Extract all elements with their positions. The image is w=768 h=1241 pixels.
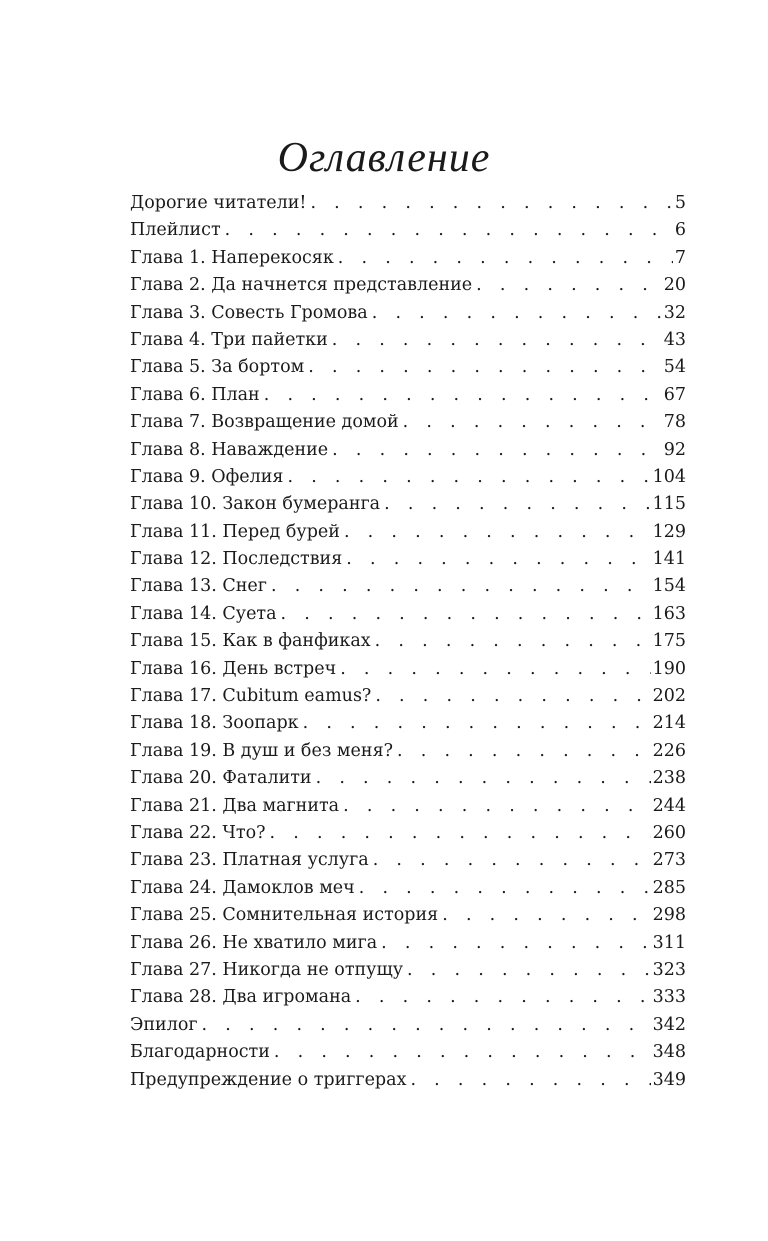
toc-entry-label: Глава 6. План xyxy=(130,384,260,405)
toc-entry xyxy=(130,464,686,491)
dot-leader xyxy=(303,710,651,737)
toc-entry-label: Глава 3. Совесть Громова xyxy=(130,302,368,323)
toc-entry-label: Глава 24. Дамоклов меч xyxy=(130,877,355,898)
dot-leader xyxy=(281,601,651,628)
toc-entry xyxy=(130,272,686,299)
toc-entry-label: Предупреждение о триггерах xyxy=(130,1069,407,1090)
dot-leader xyxy=(332,437,662,464)
toc-entry-page-number: 190 xyxy=(652,658,686,679)
dot-leader xyxy=(338,245,673,272)
toc-entry-label: Глава 26. Не хватило мига xyxy=(130,932,378,953)
toc-entry-label: Глава 27. Никогда не отпущу xyxy=(130,959,404,980)
dot-leader xyxy=(397,738,651,765)
toc-entry-page-number: 342 xyxy=(652,1014,686,1035)
dot-leader xyxy=(308,354,661,381)
toc-entry-page-number: 323 xyxy=(652,959,686,980)
dot-leader xyxy=(403,409,662,436)
toc-entry-page-number: 311 xyxy=(652,932,686,953)
toc-entry xyxy=(130,217,686,244)
table-of-contents xyxy=(130,190,686,1094)
toc-entry-page-number: 349 xyxy=(652,1069,686,1090)
dot-leader xyxy=(310,190,672,217)
toc-entry-label: Глава 17. Cubitum eamus? xyxy=(130,686,372,707)
toc-entry-label: Глава 5. За бортом xyxy=(130,357,305,378)
dot-leader xyxy=(346,546,650,573)
dot-leader xyxy=(373,847,651,874)
toc-entry-label: Глава 11. Перед бурей xyxy=(130,521,340,542)
dot-leader xyxy=(410,1067,650,1094)
toc-entry-label: Глава 23. Платная услуга xyxy=(130,850,369,871)
toc-entry-label: Глава 22. Что? xyxy=(130,822,266,843)
toc-entry-label: Глава 12. Последствия xyxy=(130,549,343,570)
toc-entry xyxy=(130,519,686,546)
toc-entry-label: Глава 16. День встреч xyxy=(130,658,337,679)
dot-leader xyxy=(287,464,650,491)
toc-entry-page-number: 141 xyxy=(652,549,686,570)
dot-leader xyxy=(407,957,651,984)
dot-leader xyxy=(375,683,650,710)
toc-entry xyxy=(130,683,686,710)
toc-entry-page-number: 333 xyxy=(652,987,686,1008)
dot-leader xyxy=(476,272,662,299)
dot-leader xyxy=(375,628,651,655)
toc-entry xyxy=(130,1067,686,1094)
toc-entry-page-number: 273 xyxy=(652,850,686,871)
toc-entry xyxy=(130,437,686,464)
toc-entry-page-number: 43 xyxy=(663,329,686,350)
toc-entry xyxy=(130,382,686,409)
toc-entry xyxy=(130,1012,686,1039)
toc-entry-label: Глава 21. Два магнита xyxy=(130,795,340,816)
toc-entry xyxy=(130,573,686,600)
dot-leader xyxy=(340,656,650,683)
toc-entry-page-number: 129 xyxy=(652,521,686,542)
toc-entry-page-number: 92 xyxy=(663,439,686,460)
toc-entry-label: Эпилог xyxy=(130,1014,198,1035)
toc-entry-page-number: 54 xyxy=(663,357,686,378)
toc-entry-label: Глава 18. Зоопарк xyxy=(130,713,299,734)
dot-leader xyxy=(384,491,650,518)
toc-entry-label: Глава 10. Закон бумеранга xyxy=(130,494,381,515)
toc-entry xyxy=(130,546,686,573)
toc-entry-label: Глава 25. Сомнительная история xyxy=(130,905,439,926)
dot-leader xyxy=(372,300,662,327)
toc-entry-label: Дорогие читатели! xyxy=(130,193,307,213)
toc-entry xyxy=(130,902,686,929)
toc-entry-page-number: 6 xyxy=(674,220,686,241)
toc-entry xyxy=(130,491,686,518)
toc-entry xyxy=(130,656,686,683)
toc-entry-label: Глава 4. Три пайетки xyxy=(130,329,328,350)
dot-leader xyxy=(355,984,650,1011)
toc-entry xyxy=(130,930,686,957)
toc-entry-page-number: 298 xyxy=(652,905,686,926)
toc-entry-label: Глава 7. Возвращение домой xyxy=(130,412,399,433)
toc-entry-page-number: 32 xyxy=(663,302,686,323)
dot-leader xyxy=(332,327,662,354)
toc-entry-page-number: 244 xyxy=(652,795,686,816)
dot-leader xyxy=(343,793,650,820)
toc-entry xyxy=(130,710,686,737)
dot-leader xyxy=(381,930,650,957)
toc-entry-label: Глава 14. Суета xyxy=(130,603,277,624)
toc-entry-page-number: 348 xyxy=(652,1042,686,1063)
toc-entry-label: Глава 2. Да начнется представление xyxy=(130,275,473,296)
toc-entry-label: Глава 9. Офелия xyxy=(130,466,284,487)
toc-entry xyxy=(130,1039,686,1066)
toc-entry-page-number: 7 xyxy=(674,247,686,268)
dot-leader xyxy=(264,382,662,409)
toc-entry-page-number: 202 xyxy=(652,686,686,707)
dot-leader xyxy=(271,573,651,600)
toc-entry-label: Глава 13. Снег xyxy=(130,576,267,597)
toc-entry xyxy=(130,190,686,217)
toc-entry-page-number: 78 xyxy=(663,412,686,433)
toc-entry-page-number: 285 xyxy=(652,877,686,898)
toc-entry xyxy=(130,793,686,820)
toc-entry xyxy=(130,957,686,984)
toc-entry-label: Плейлист xyxy=(130,220,221,241)
dot-leader xyxy=(344,519,651,546)
toc-entry-page-number: 226 xyxy=(652,740,686,761)
toc-entry-page-number: 67 xyxy=(663,384,686,405)
toc-entry-page-number: 260 xyxy=(652,822,686,843)
toc-entry xyxy=(130,300,686,327)
toc-entry xyxy=(130,847,686,874)
toc-entry-page-number: 175 xyxy=(652,631,686,652)
toc-entry xyxy=(130,738,686,765)
toc-entry xyxy=(130,601,686,628)
toc-entry-label: Глава 19. В душ и без меня? xyxy=(130,740,393,761)
toc-entry xyxy=(130,245,686,272)
toc-entry-label: Глава 28. Два игромана xyxy=(130,987,352,1008)
dot-leader xyxy=(270,820,651,847)
toc-entry xyxy=(130,409,686,436)
toc-entry-label: Благодарности xyxy=(130,1042,270,1063)
toc-entry-page-number: 20 xyxy=(663,275,686,296)
toc-entry xyxy=(130,875,686,902)
dot-leader xyxy=(316,765,651,792)
toc-entry-page-number: 104 xyxy=(652,466,686,487)
toc-entry-label: Глава 15. Как в фанфиках xyxy=(130,631,371,652)
page-title: Оглавление xyxy=(277,135,491,181)
dot-leader xyxy=(442,902,650,929)
toc-entry-page-number: 163 xyxy=(652,603,686,624)
toc-entry-page-number: 154 xyxy=(652,576,686,597)
toc-entry xyxy=(130,354,686,381)
toc-entry-page-number: 238 xyxy=(652,768,686,789)
toc-entry xyxy=(130,327,686,354)
dot-leader xyxy=(225,217,673,244)
toc-entry xyxy=(130,628,686,655)
toc-entry-label: Глава 20. Фаталити xyxy=(130,768,312,789)
toc-entry-page-number: 214 xyxy=(652,713,686,734)
dot-leader xyxy=(359,875,651,902)
toc-entry xyxy=(130,820,686,847)
toc-entry xyxy=(130,984,686,1011)
toc-entry-label: Глава 1. Наперекосяк xyxy=(130,247,334,268)
toc-entry-label: Глава 8. Наваждение xyxy=(130,439,329,460)
toc-entry-page-number: 5 xyxy=(674,193,686,213)
toc-entry xyxy=(130,765,686,792)
toc-entry-page-number: 115 xyxy=(652,494,686,515)
dot-leader xyxy=(202,1012,651,1039)
dot-leader xyxy=(274,1039,651,1066)
